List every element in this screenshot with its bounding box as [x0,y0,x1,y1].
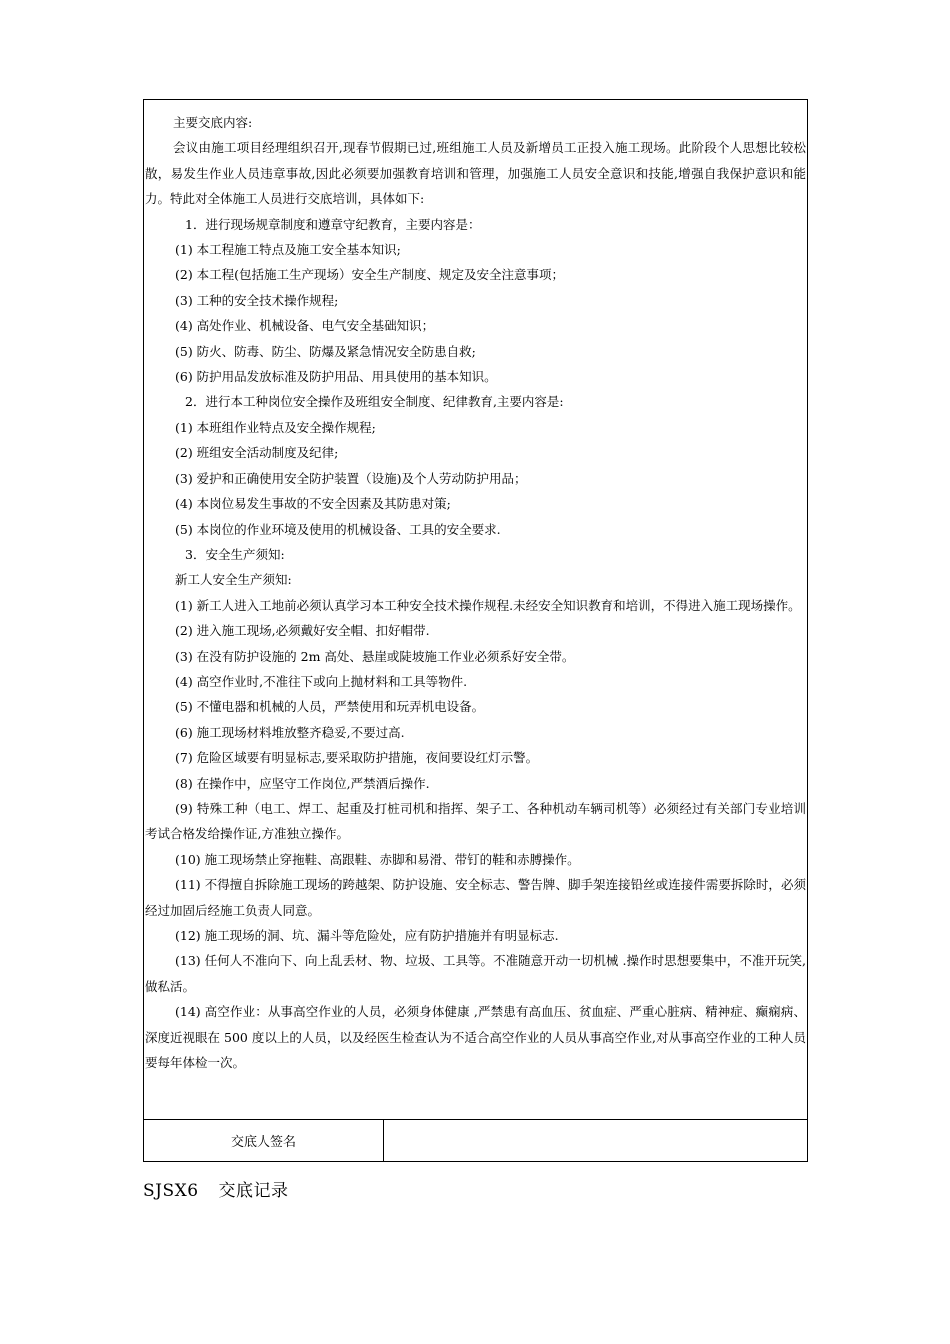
content-paragraph: 1．进行现场规章制度和遵章守纪教育，主要内容是： [185,216,481,232]
content-paragraph: (7) 危险区域要有明显标志,要采取防护措施，夜间要设红灯示警。 [175,750,539,766]
content-paragraph: (1) 本班组作业特点及安全操作规程; [175,419,376,435]
content-paragraph: (3) 爱护和正确使用安全防护装置（设施)及个人劳动防护用品； [175,470,527,486]
content-paragraph: 新工人安全生产须知: [175,572,292,588]
content-paragraph: (5) 不懂电器和机械的人员，严禁使用和玩弄机电设备。 [175,699,485,715]
briefing-content [144,100,807,1120]
content-paragraph: 3．安全生产须知: [185,546,285,562]
caption-title: 交底记录 [218,1181,289,1201]
signature-label: 交底人签名 [144,1120,384,1161]
content-paragraph: (1) 新工人进入工地前必须认真学习本工种安全技术操作规程.未经安全知识教育和培训，不得进入施工现场操作。 [175,597,801,613]
content-paragraph: (2) 进入施工现场,必须戴好安全帽、扣好帽带. [175,623,430,639]
content-paragraph: (10) 施工现场禁止穿拖鞋、高跟鞋、赤脚和易滑、带钉的鞋和赤膊操作。 [175,851,580,867]
briefing-form [143,99,808,1162]
caption-code: SJSX6 [143,1181,199,1201]
content-paragraph: (3) 工种的安全技术操作规程; [175,292,339,308]
paragraph-list [145,135,806,1075]
content-paragraph: (14) 高空作业：从事高空作业的人员，必须身体健康 ,严禁患有高血压、贫血症、严重心脏病、精神症、癫痫病、深度近视眼在 500 度以上的人员，以及经医生检查认为不适合高空作业的人员从事高空作业,对从事高空作业的工种人员要每年体检一次。 [145,1004,806,1071]
content-paragraph: (2) 班组安全活动制度及纪律; [175,445,339,461]
content-paragraph: (5) 本岗位的作业环境及使用的机械设备、工具的安全要求. [175,521,501,537]
content-paragraph: (2) 本工程(包括施工生产现场）安全生产制度、规定及安全注意事项； [175,267,565,283]
content-paragraph: 2．进行本工种岗位安全操作及班组安全制度、纪律教育,主要内容是: [185,394,564,410]
content-paragraph: (1) 本工程施工特点及施工安全基本知识; [175,242,401,258]
signature-row [144,1120,807,1161]
content-paragraph: (9) 特殊工种（电工、焊工、起重及打桩司机和指挥、架子工、各种机动车辆司机等）必须经过有关部门专业培训考试合格发给操作证,方准独立操作。 [145,800,806,842]
content-paragraph: (6) 防护用品发放标准及防护用品、用具使用的基本知识。 [175,369,497,385]
content-paragraph: (4) 高空作业时,不准往下或向上抛材料和工具等物件. [175,673,468,689]
document-caption [143,1176,289,1201]
content-paragraph: (11) 不得擅自拆除施工现场的跨越架、防护设施、安全标志、警告牌、脚手架连接铅丝或连接件需要拆除时，必须经过加固后经施工负责人同意。 [145,877,806,918]
content-paragraph: (13) 任何人不准向下、向上乱丢材、物、垃圾、工具等。不准随意开动一切机械 .操作时思想要集中，不准开玩笑,做私活。 [145,953,806,994]
content-paragraph: (8) 在操作中，应坚守工作岗位,严禁酒后操作. [175,775,430,791]
content-paragraph: (4) 本岗位易发生事故的不安全因素及其防患对策; [175,496,451,512]
content-paragraph: (5) 防火、防毒、防尘、防爆及紧急情况安全防患自救; [175,343,476,359]
content-paragraph: (6) 施工现场材料堆放整齐稳妥,不要过高. [175,724,405,740]
signature-field[interactable] [384,1120,807,1161]
content-paragraph: (12) 施工现场的洞、坑、漏斗等危险处，应有防护措施并有明显标志. [175,928,559,943]
content-header: 主要交底内容: [173,115,253,130]
content-paragraph: (4) 高处作业、机械设备、电气安全基础知识； [175,318,435,334]
content-paragraph: 会议由施工项目经理组织召开,现春节假期已过,班组施工人员及新增员工正投入施工现场。此阶段个人思想比较松散，易发生作业人员违章事故,因此必须要加强教育培训和管理，加强施工人员安全意识和技能,增强自我保护意识和能力。特此对全体施工人员进行交底培训，具体如下: [145,140,806,207]
content-paragraph: (3) 在没有防护设施的 2m 高处、悬崖或陡坡施工作业必须系好安全带。 [175,648,575,664]
